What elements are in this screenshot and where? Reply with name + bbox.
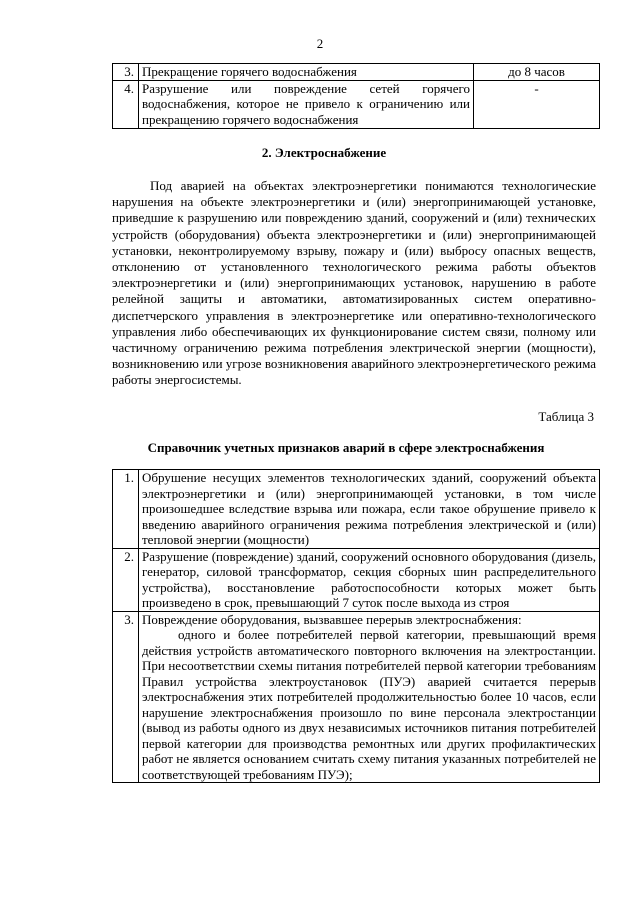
row-number: 2. [113, 548, 139, 611]
row-text: Повреждение оборудования, вызвавшее перерыв электроснабжения: [142, 611, 522, 627]
hot-water-table [112, 63, 600, 129]
row-number: 3. [113, 611, 139, 783]
row-number: 4. [113, 80, 139, 128]
table-row [113, 64, 600, 81]
row-text: Обрушение несущих элементов технологических зданий, сооружений объекта электроэнергетики и (или) энергопринимающей установки, в том числе произошедшее вследствие взрыва или пожара, если такое обрушение привело к введению аварийного ограничения режима потребления электрической и (или) тепловой энергии (мощности) [139, 470, 600, 549]
table-row [113, 548, 600, 611]
row-value: до 8 часов [474, 64, 600, 81]
table-row [113, 470, 600, 549]
row-number: 3. [113, 64, 139, 81]
table-label: Таблица 3 [538, 409, 594, 424]
table-row [113, 611, 600, 783]
section-title: 2. Электроснабжение [261, 145, 387, 160]
row-text-container [139, 611, 600, 783]
accident-criteria-table [112, 469, 600, 783]
row-number: 1. [113, 470, 139, 549]
table-row [113, 80, 600, 128]
table-title: Справочник учетных признаков аварий в сфере электроснабжения [147, 440, 545, 455]
row-text: Прекращение горячего водоснабжения [139, 64, 474, 81]
definition-paragraph: Под аварией на объектах электроэнергетики понимаются технологические нарушения на объекте электроэнергетики и (или) энергопринимающей установке, приведшие к разрушению или повреждению зданий, сооружений и (или) технических устройств (оборудования) объекта электроэнергетики и (или) энергопринимающей установки, неконтролируемому взрыву, пожару и (или) выбросу опасных веществ, отклонению от установленного технологического режима работы объектов электроэнергетики и (или) энергопринимающих установок, нарушению в работе релейной защиты и автоматики, автоматизированных систем оперативно-диспетчерского управления в электроэнергетике или оперативно-технологического управления либо обеспечивающих их функционирование систем связи, полному или частичному ограничению режима потребления электрической энергии (мощности), возникновению или угрозе возникновения аварийного электроэнергетического режима работы энергосистемы. [112, 178, 596, 388]
page-number: 2 [316, 36, 324, 51]
row-value: - [474, 80, 600, 128]
row-text: Разрушение или повреждение сетей горячего водоснабжения, которое не привело к ограничению или прекращению горячего водоснабжения [139, 80, 474, 128]
row-subtext: одного и более потребителей первой категории, превышающий время действия устройств автоматического повторного включения на электростанции. При несоответствии схемы питания потребителей первой категории требованиям Правил устройства электроустановок (ПУЭ) аварией считается перерыв электроснабжения этих потребителей продолжительностью более 10 часов, если нарушение электроснабжения произошло по вине персонала электростанции (вывод из работы одного из двух независимых источников питания потребителей первой категории для производства ремонтных или других профилактических работ не является основанием считать схему питания указанных потребителей не соответствующей требованиям ПУЭ); [142, 627, 596, 782]
row-text: Разрушение (повреждение) зданий, сооружений основного оборудования (дизель, генератор, силовой трансформатор, секция сборных шин распределительного устройства), восстановление работоспособности которых может быть произведено в срок, превышающий 7 суток после выхода из строя [139, 548, 600, 611]
